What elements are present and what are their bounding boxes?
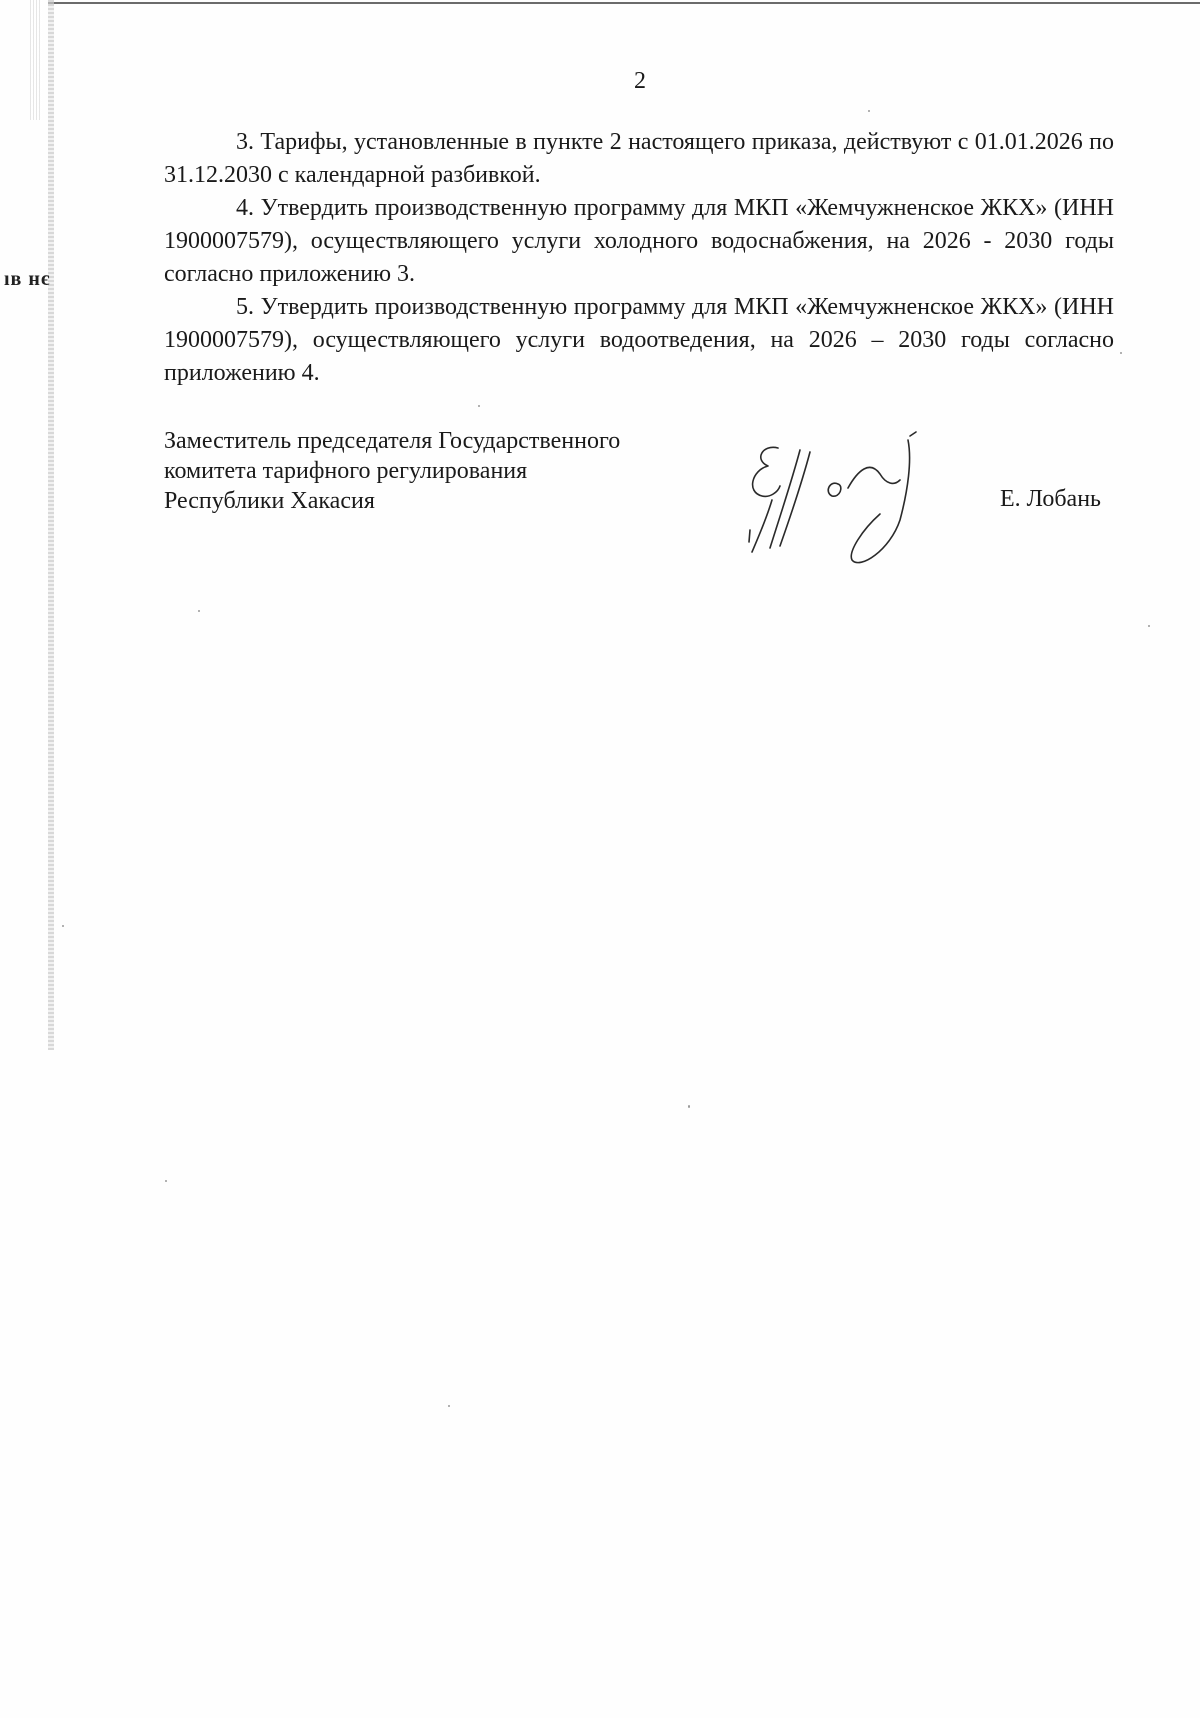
scan-left-edge [48,0,54,1050]
signer-position [164,426,620,516]
scan-speck [478,405,480,407]
page-number: 2 [634,68,646,94]
scan-speck [1148,625,1150,627]
signer-name: Е. Лобань [1000,486,1101,512]
paragraph-3: 3. Тарифы, установленные в пункте 2 настоящего приказа, действуют с 01.01.2026 по 31.12.2030 с календарной разбивкой. [164,129,1114,188]
signer-position-line: комитета тарифного регулирования [164,458,528,484]
document-body [164,126,1114,390]
scan-speck [198,610,200,612]
scan-speck [868,110,870,112]
scan-edge-noise [30,0,42,120]
handwritten-signature [740,430,960,580]
paragraph-4: 4. Утвердить производственную программу для МКП «Жемчужненское ЖКХ» (ИНН 1900007579), осуществляющего услуги холодного водоснабжения, на 2026 - 2030 годы согласно приложению 3. [164,195,1114,287]
signer-position-line: Республики Хакасия [164,488,375,514]
scan-speck [688,1105,690,1108]
margin-text-fragment: ıв нє [4,268,51,290]
scan-border-line [48,2,1200,4]
scan-speck [62,925,64,927]
scan-speck [165,1180,167,1182]
signer-position-line: Заместитель председателя Государственного [164,428,621,454]
paragraph-5: 5. Утвердить производственную программу для МКП «Жемчужненское ЖКХ» (ИНН 1900007579), осуществляющего услуги водоотведения, на 2026 – 2030 годы согласно приложению 4. [164,294,1114,386]
scan-speck [448,1405,450,1407]
scan-speck [1120,352,1122,354]
